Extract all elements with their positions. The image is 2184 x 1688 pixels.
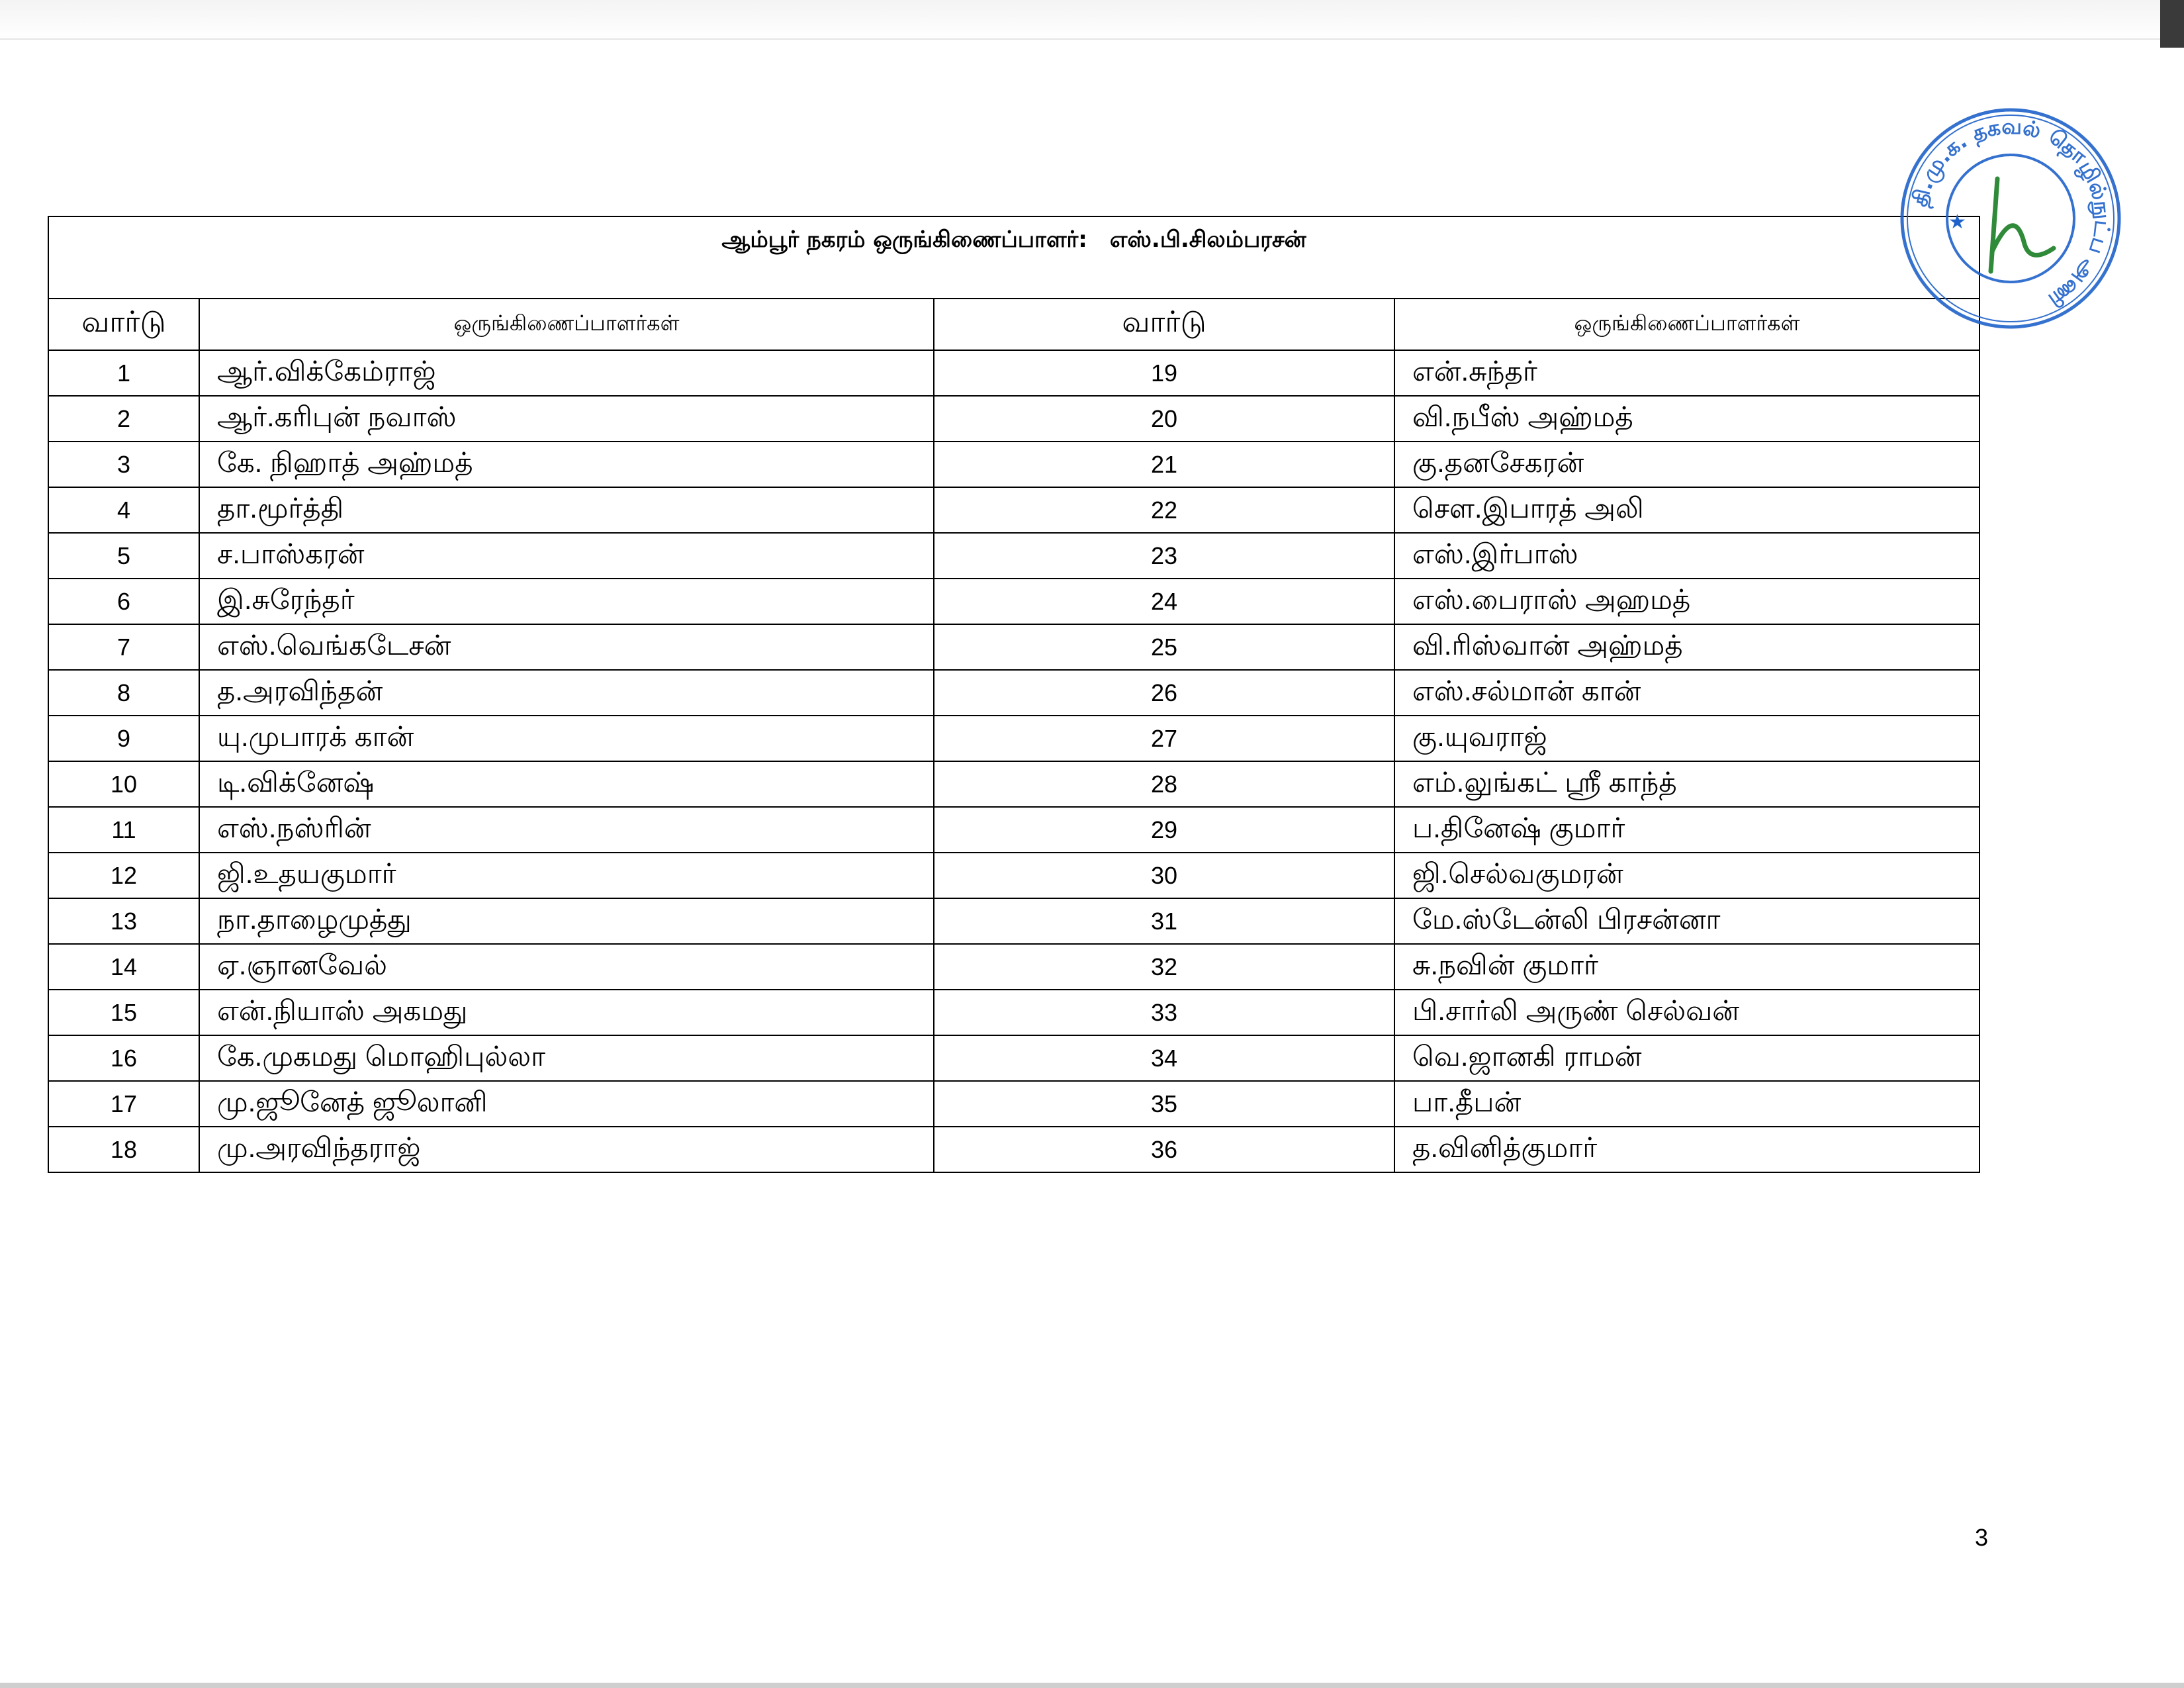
table-row [48, 761, 1979, 807]
coordinator-name: வி.நபீஸ் அஹ்மத் [1394, 396, 1979, 442]
ward-number: 13 [48, 898, 199, 944]
coordinator-name: மு.ஜூனேத் ஜூலானி [199, 1081, 934, 1127]
header-coordinators-left: ஒருங்கிணைப்பாளர்கள் [199, 299, 934, 350]
page-number: 3 [1975, 1524, 1989, 1551]
ward-number: 18 [48, 1127, 199, 1172]
document-title [48, 216, 1979, 299]
coordinator-name: ப.தினேஷ் குமார் [1394, 807, 1979, 853]
coordinator-name: சு.நவின் குமார் [1394, 944, 1979, 990]
coordinator-name: வி.ரிஸ்வான் அஹ்மத் [1394, 624, 1979, 670]
ward-number: 30 [934, 853, 1394, 898]
title-name: எஸ்.பி.சிலம்பரசன் [1109, 226, 1306, 253]
coordinator-name: ஜி.செல்வகுமரன் [1394, 853, 1979, 898]
ward-number: 10 [48, 761, 199, 807]
table-row [48, 1127, 1979, 1172]
table-row [48, 1081, 1979, 1127]
scan-corner-shadow [2160, 0, 2184, 48]
ward-number: 22 [934, 487, 1394, 533]
ward-number: 14 [48, 944, 199, 990]
coordinator-name: த.வினித்குமார் [1394, 1127, 1979, 1172]
ward-number: 24 [934, 579, 1394, 624]
signature-mark [1991, 179, 2054, 271]
table-row [48, 853, 1979, 898]
table-row [48, 1035, 1979, 1081]
ward-number: 8 [48, 670, 199, 716]
table-row [48, 487, 1979, 533]
ward-number: 32 [934, 944, 1394, 990]
coordinators-table [48, 216, 1980, 1173]
table-row [48, 807, 1979, 853]
coordinator-name: என்.நியாஸ் அகமது [199, 990, 934, 1035]
coordinator-name: இ.சுரேந்தர் [199, 579, 934, 624]
coordinator-name: கே. நிஹாத் அஹ்மத் [199, 442, 934, 487]
coordinator-name: தா.மூர்த்தி [199, 487, 934, 533]
ward-number: 12 [48, 853, 199, 898]
coordinator-name: சௌ.இபாரத் அலி [1394, 487, 1979, 533]
header-coordinators-right: ஒருங்கிணைப்பாளர்கள் [1394, 299, 1979, 350]
coordinator-name: யு.முபாரக் கான் [199, 716, 934, 761]
scan-bottom-edge [0, 1683, 2184, 1688]
title-row [48, 216, 1979, 299]
scan-top-edge [0, 0, 2184, 40]
stamp-text: தி.மு.க. தகவல் தொழில்நுட்ப அணி [1907, 113, 2116, 313]
coordinator-name: கு.யுவராஜ் [1394, 716, 1979, 761]
coordinator-name: ஜி.உதயகுமார் [199, 853, 934, 898]
ward-number: 16 [48, 1035, 199, 1081]
coordinator-name: எஸ்.இர்பாஸ் [1394, 533, 1979, 579]
ward-number: 33 [934, 990, 1394, 1035]
ward-number: 20 [934, 396, 1394, 442]
coordinator-name: வெ.ஜானகி ராமன் [1394, 1035, 1979, 1081]
ward-number: 26 [934, 670, 1394, 716]
coordinator-name: மு.அரவிந்தராஜ் [199, 1127, 934, 1172]
ward-number: 36 [934, 1127, 1394, 1172]
ward-number: 31 [934, 898, 1394, 944]
header-row [48, 299, 1979, 350]
header-ward-right: வார்டு [934, 299, 1394, 350]
ward-number: 17 [48, 1081, 199, 1127]
coordinator-name: எஸ்.நஸ்ரின் [199, 807, 934, 853]
coordinator-name: ச.பாஸ்கரன் [199, 533, 934, 579]
ward-number: 9 [48, 716, 199, 761]
ward-number: 23 [934, 533, 1394, 579]
ward-number: 5 [48, 533, 199, 579]
coordinator-name: என்.சுந்தர் [1394, 350, 1979, 396]
coordinator-name: டி.விக்னேஷ் [199, 761, 934, 807]
ward-number: 2 [48, 396, 199, 442]
ward-number: 25 [934, 624, 1394, 670]
ward-number: 4 [48, 487, 199, 533]
table-row [48, 350, 1979, 396]
coordinator-name: ஏ.ஞானவேல் [199, 944, 934, 990]
table-row [48, 442, 1979, 487]
party-seal-stamp [1898, 106, 2123, 331]
ward-number: 29 [934, 807, 1394, 853]
header-ward-left: வார்டு [48, 299, 199, 350]
table-row [48, 898, 1979, 944]
ward-number: 21 [934, 442, 1394, 487]
table-row [48, 670, 1979, 716]
coordinator-name: நா.தாழைமுத்து [199, 898, 934, 944]
coordinator-name: எம்.லுங்கட் ஸ்ரீ காந்த் [1394, 761, 1979, 807]
coordinator-name: எஸ்.பைராஸ் அஹமத் [1394, 579, 1979, 624]
ward-number: 28 [934, 761, 1394, 807]
table-row [48, 944, 1979, 990]
star-icon: ★ [1948, 211, 1966, 234]
table-row [48, 579, 1979, 624]
table-row [48, 624, 1979, 670]
ward-number: 19 [934, 350, 1394, 396]
ward-number: 15 [48, 990, 199, 1035]
table-row [48, 533, 1979, 579]
ward-number: 7 [48, 624, 199, 670]
coordinator-name: கு.தனசேகரன் [1394, 442, 1979, 487]
ward-number: 11 [48, 807, 199, 853]
title-label: ஆம்பூர் நகரம் ஒருங்கிணைப்பாளர்: [721, 226, 1087, 253]
coordinator-name: கே.முகமது மொஹிபுல்லா [199, 1035, 934, 1081]
coordinator-name: எஸ்.சல்மான் கான் [1394, 670, 1979, 716]
table-row [48, 990, 1979, 1035]
table-row [48, 716, 1979, 761]
coordinator-name: த.அரவிந்தன் [199, 670, 934, 716]
coordinator-name: ஆர்.விக்கேம்ராஜ் [199, 350, 934, 396]
coordinator-name: எஸ்.வெங்கடேசன் [199, 624, 934, 670]
ward-number: 1 [48, 350, 199, 396]
table-row [48, 396, 1979, 442]
ward-number: 27 [934, 716, 1394, 761]
ward-number: 6 [48, 579, 199, 624]
coordinator-name: பி.சார்லி அருண் செல்வன் [1394, 990, 1979, 1035]
coordinator-name: ஆர்.கரிபுன் நவாஸ் [199, 396, 934, 442]
ward-number: 35 [934, 1081, 1394, 1127]
ward-number: 34 [934, 1035, 1394, 1081]
coordinator-name: பா.தீபன் [1394, 1081, 1979, 1127]
ward-number: 3 [48, 442, 199, 487]
coordinator-name: மே.ஸ்டேன்லி பிரசன்னா [1394, 898, 1979, 944]
